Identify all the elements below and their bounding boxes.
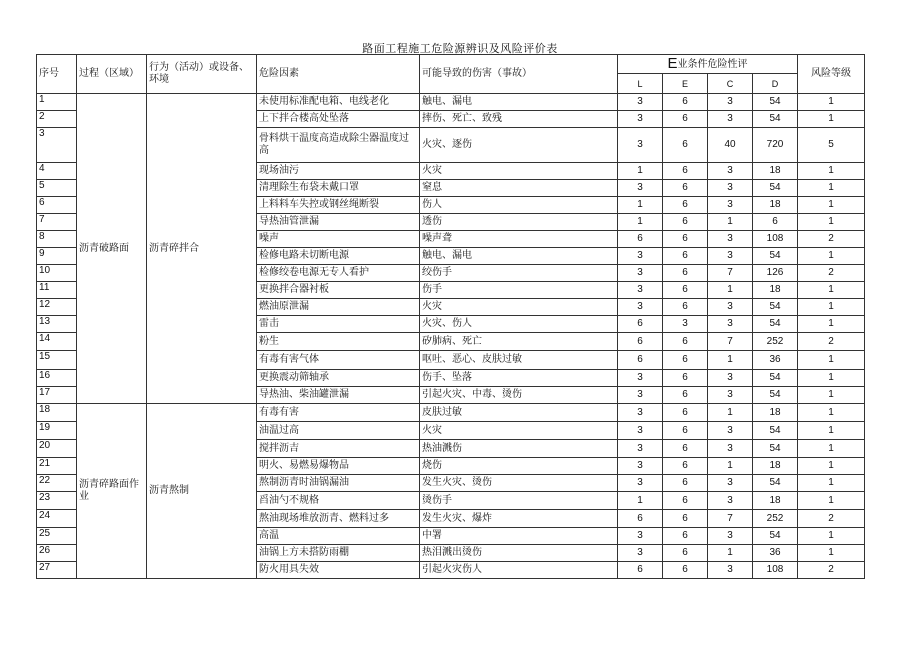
row-c: 3 [708, 231, 753, 248]
row-e: 6 [663, 265, 708, 282]
group-process: 沥青碎路面作业 [77, 404, 147, 579]
row-c: 3 [708, 440, 753, 458]
row-level: 1 [798, 111, 865, 128]
row-level: 1 [798, 440, 865, 458]
row-l: 6 [618, 316, 663, 333]
row-level: 1 [798, 180, 865, 197]
row-d: 54 [753, 387, 798, 404]
header-activity: 行为（活动）或设备、环境 [147, 55, 257, 94]
row-d: 36 [753, 545, 798, 562]
row-l: 1 [618, 163, 663, 180]
row-seq: 7 [37, 214, 77, 231]
row-hazard: 检修电路未切断电源 [257, 248, 420, 265]
row-l: 6 [618, 351, 663, 370]
row-e: 6 [663, 248, 708, 265]
row-hazard: 雷击 [257, 316, 420, 333]
row-d: 18 [753, 404, 798, 422]
header-group-prefix: E [667, 54, 678, 72]
row-l: 1 [618, 197, 663, 214]
row-seq: 3 [37, 128, 77, 163]
row-hazard: 燃油原泄漏 [257, 299, 420, 316]
row-e: 6 [663, 94, 708, 111]
header-hazard: 危险因素 [257, 55, 420, 94]
row-hazard: 有毒有害气体 [257, 351, 420, 370]
row-e: 6 [663, 231, 708, 248]
row-d: 54 [753, 180, 798, 197]
row-c: 3 [708, 562, 753, 579]
row-harm: 透伤 [420, 214, 618, 231]
row-c: 7 [708, 510, 753, 528]
row-c: 1 [708, 545, 753, 562]
row-e: 6 [663, 197, 708, 214]
row-hazard: 更换拌合器衬板 [257, 282, 420, 299]
row-e: 6 [663, 333, 708, 351]
row-c: 3 [708, 248, 753, 265]
row-e: 6 [663, 528, 708, 545]
row-harm: 伤人 [420, 197, 618, 214]
row-l: 3 [618, 422, 663, 440]
row-l: 3 [618, 370, 663, 387]
row-hazard: 防火用具失效 [257, 562, 420, 579]
row-l: 6 [618, 562, 663, 579]
row-harm: 窒息 [420, 180, 618, 197]
row-c: 3 [708, 528, 753, 545]
row-d: 18 [753, 282, 798, 299]
header-harm: 可能导致的伤害（事故） [420, 55, 618, 94]
row-hazard: 熬油现场堆放沥青、燃料过多 [257, 510, 420, 528]
row-harm: 火灾 [420, 163, 618, 180]
row-level: 2 [798, 510, 865, 528]
row-harm: 发生火灾、烫伤 [420, 475, 618, 492]
row-seq: 4 [37, 163, 77, 180]
row-d: 720 [753, 128, 798, 163]
group-process: 沥青破路面 [77, 94, 147, 404]
row-c: 3 [708, 422, 753, 440]
row-level: 1 [798, 197, 865, 214]
row-seq: 10 [37, 265, 77, 282]
row-e: 6 [663, 387, 708, 404]
row-hazard: 现场油污 [257, 163, 420, 180]
row-e: 6 [663, 282, 708, 299]
row-hazard: 导热油管泄漏 [257, 214, 420, 231]
row-e: 6 [663, 111, 708, 128]
header-group-suffix: 业条件危险性评 [677, 58, 748, 70]
row-d: 54 [753, 299, 798, 316]
row-c: 1 [708, 404, 753, 422]
row-c: 3 [708, 370, 753, 387]
row-hazard: 导热油、柴油罐泄漏 [257, 387, 420, 404]
row-d: 54 [753, 528, 798, 545]
row-harm: 烧伤 [420, 458, 618, 475]
row-c: 7 [708, 265, 753, 282]
row-hazard: 高温 [257, 528, 420, 545]
row-c: 3 [708, 163, 753, 180]
row-harm: 引起火灾伤人 [420, 562, 618, 579]
header-c: C [708, 74, 753, 94]
row-harm: 引起火灾、中毒、烫伤 [420, 387, 618, 404]
row-d: 54 [753, 370, 798, 387]
row-hazard: 有毒有害 [257, 404, 420, 422]
row-level: 1 [798, 316, 865, 333]
row-level: 1 [798, 299, 865, 316]
row-e: 6 [663, 351, 708, 370]
row-level: 1 [798, 528, 865, 545]
row-l: 3 [618, 94, 663, 111]
row-l: 6 [618, 510, 663, 528]
row-level: 1 [798, 545, 865, 562]
row-harm: 火灾 [420, 422, 618, 440]
row-l: 3 [618, 545, 663, 562]
row-harm: 火灾、伤人 [420, 316, 618, 333]
row-d: 18 [753, 492, 798, 510]
row-seq: 23 [37, 492, 77, 510]
row-level: 1 [798, 458, 865, 475]
row-harm: 热泪溅出烫伤 [420, 545, 618, 562]
row-seq: 18 [37, 404, 77, 422]
row-seq: 27 [37, 562, 77, 579]
row-level: 2 [798, 265, 865, 282]
header-e: E [663, 74, 708, 94]
row-c: 7 [708, 333, 753, 351]
row-d: 252 [753, 510, 798, 528]
row-hazard: 上下拌合楼高处坠落 [257, 111, 420, 128]
row-seq: 13 [37, 316, 77, 333]
row-c: 3 [708, 387, 753, 404]
row-level: 1 [798, 248, 865, 265]
row-harm: 伤手、坠落 [420, 370, 618, 387]
row-harm: 绞伤手 [420, 265, 618, 282]
row-hazard: 噪声 [257, 231, 420, 248]
row-e: 6 [663, 492, 708, 510]
row-e: 6 [663, 163, 708, 180]
row-c: 3 [708, 299, 753, 316]
row-c: 1 [708, 282, 753, 299]
row-harm: 呕吐、恶心、皮肤过敏 [420, 351, 618, 370]
row-seq: 26 [37, 545, 77, 562]
row-e: 6 [663, 214, 708, 231]
row-e: 6 [663, 299, 708, 316]
row-d: 126 [753, 265, 798, 282]
row-harm: 触电、漏电 [420, 248, 618, 265]
row-l: 3 [618, 299, 663, 316]
row-hazard: 骨料烘干温度高造成除尘器温度过高 [257, 128, 420, 163]
header-d: D [753, 74, 798, 94]
row-l: 3 [618, 248, 663, 265]
row-hazard: 检修绞卷电源无专人看护 [257, 265, 420, 282]
row-e: 6 [663, 440, 708, 458]
row-seq: 20 [37, 440, 77, 458]
row-e: 6 [663, 545, 708, 562]
row-harm: 伤手 [420, 282, 618, 299]
row-e: 6 [663, 422, 708, 440]
risk-table-body [37, 94, 865, 579]
row-e: 6 [663, 510, 708, 528]
row-l: 3 [618, 404, 663, 422]
row-level: 1 [798, 475, 865, 492]
row-d: 54 [753, 422, 798, 440]
document-title: 路面工程施工危险源辨识及风险评价表 [362, 42, 558, 55]
row-d: 108 [753, 562, 798, 579]
row-level: 1 [798, 282, 865, 299]
row-seq: 1 [37, 94, 77, 111]
row-harm: 噪声聋 [420, 231, 618, 248]
row-level: 2 [798, 333, 865, 351]
row-level: 1 [798, 94, 865, 111]
row-d: 18 [753, 197, 798, 214]
row-level: 1 [798, 404, 865, 422]
row-c: 3 [708, 111, 753, 128]
row-level: 2 [798, 231, 865, 248]
header-process: 过程（区域） [77, 55, 147, 94]
row-d: 54 [753, 440, 798, 458]
row-l: 3 [618, 128, 663, 163]
row-level: 5 [798, 128, 865, 163]
row-hazard: 明火、易燃易爆物品 [257, 458, 420, 475]
row-l: 1 [618, 214, 663, 231]
row-e: 3 [663, 316, 708, 333]
row-c: 3 [708, 197, 753, 214]
risk-assessment-table [36, 54, 865, 579]
row-c: 3 [708, 94, 753, 111]
row-seq: 8 [37, 231, 77, 248]
row-hazard: 舀油勺不规格 [257, 492, 420, 510]
row-seq: 11 [37, 282, 77, 299]
row-l: 3 [618, 180, 663, 197]
row-hazard: 上料料车失控或钢丝绳断裂 [257, 197, 420, 214]
row-seq: 17 [37, 387, 77, 404]
header-evaluation-group [618, 55, 798, 74]
row-c: 3 [708, 316, 753, 333]
row-c: 40 [708, 128, 753, 163]
row-d: 6 [753, 214, 798, 231]
row-seq: 2 [37, 111, 77, 128]
row-d: 54 [753, 111, 798, 128]
row-seq: 5 [37, 180, 77, 197]
row-d: 54 [753, 316, 798, 333]
row-c: 3 [708, 492, 753, 510]
row-level: 2 [798, 562, 865, 579]
table-row [37, 94, 865, 111]
row-harm: 烫伤手 [420, 492, 618, 510]
row-l: 3 [618, 440, 663, 458]
row-harm: 热油溅伤 [420, 440, 618, 458]
row-c: 1 [708, 351, 753, 370]
row-level: 1 [798, 387, 865, 404]
row-d: 36 [753, 351, 798, 370]
row-e: 6 [663, 562, 708, 579]
row-seq: 19 [37, 422, 77, 440]
row-e: 6 [663, 370, 708, 387]
row-seq: 12 [37, 299, 77, 316]
group-activity: 沥青熬制 [147, 404, 257, 579]
row-l: 3 [618, 111, 663, 128]
row-level: 1 [798, 163, 865, 180]
row-e: 6 [663, 404, 708, 422]
group-activity: 沥青碎拌合 [147, 94, 257, 404]
row-seq: 16 [37, 370, 77, 387]
row-hazard: 更换震动筛轴承 [257, 370, 420, 387]
row-hazard: 熬制沥青时油锅漏油 [257, 475, 420, 492]
row-d: 18 [753, 458, 798, 475]
row-level: 1 [798, 214, 865, 231]
row-c: 3 [708, 180, 753, 197]
row-l: 3 [618, 528, 663, 545]
row-harm: 发生火灾、爆炸 [420, 510, 618, 528]
row-d: 54 [753, 248, 798, 265]
row-l: 3 [618, 282, 663, 299]
row-harm: 火灾 [420, 299, 618, 316]
row-d: 54 [753, 94, 798, 111]
row-seq: 15 [37, 351, 77, 370]
row-e: 6 [663, 180, 708, 197]
row-c: 1 [708, 458, 753, 475]
row-l: 3 [618, 387, 663, 404]
row-hazard: 未使用标准配电箱、电线老化 [257, 94, 420, 111]
row-harm: 矽肺病、死亡 [420, 333, 618, 351]
row-hazard: 搅拌沥吉 [257, 440, 420, 458]
row-c: 1 [708, 214, 753, 231]
row-level: 1 [798, 370, 865, 387]
row-seq: 25 [37, 528, 77, 545]
row-seq: 24 [37, 510, 77, 528]
row-l: 1 [618, 492, 663, 510]
header-l: L [618, 74, 663, 94]
row-l: 3 [618, 475, 663, 492]
row-l: 3 [618, 265, 663, 282]
row-harm: 皮肤过敏 [420, 404, 618, 422]
row-c: 3 [708, 475, 753, 492]
row-level: 1 [798, 422, 865, 440]
row-harm: 触电、漏电 [420, 94, 618, 111]
row-hazard: 油温过高 [257, 422, 420, 440]
row-hazard: 粉生 [257, 333, 420, 351]
row-d: 108 [753, 231, 798, 248]
header-seq: 序号 [37, 55, 77, 94]
table-row [37, 404, 865, 422]
row-harm: 摔伤、死亡、致残 [420, 111, 618, 128]
row-hazard: 油锅上方未搭防雨棚 [257, 545, 420, 562]
row-seq: 9 [37, 248, 77, 265]
row-d: 54 [753, 475, 798, 492]
row-seq: 22 [37, 475, 77, 492]
row-l: 3 [618, 458, 663, 475]
row-e: 6 [663, 475, 708, 492]
row-d: 18 [753, 163, 798, 180]
row-harm: 火灾、逐伤 [420, 128, 618, 163]
row-level: 1 [798, 351, 865, 370]
row-level: 1 [798, 492, 865, 510]
row-seq: 21 [37, 458, 77, 475]
row-hazard: 清理除生布袋未戴口罩 [257, 180, 420, 197]
row-d: 252 [753, 333, 798, 351]
row-harm: 中署 [420, 528, 618, 545]
row-seq: 14 [37, 333, 77, 351]
row-l: 6 [618, 231, 663, 248]
row-seq: 6 [37, 197, 77, 214]
row-e: 6 [663, 128, 708, 163]
row-l: 6 [618, 333, 663, 351]
row-e: 6 [663, 458, 708, 475]
header-level: 风险等级 [798, 55, 865, 94]
